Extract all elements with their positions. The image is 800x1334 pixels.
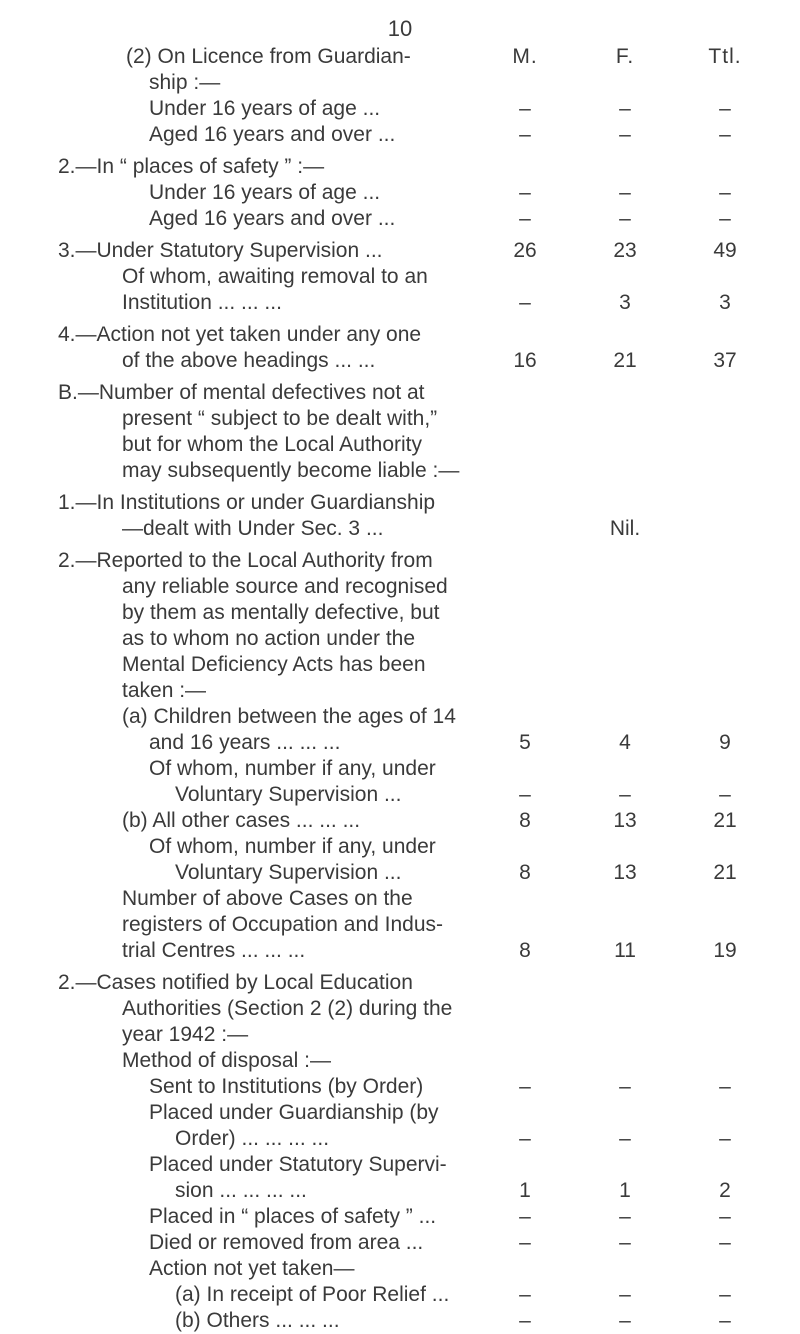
value-f: 21 (613, 349, 637, 372)
value-m: – (519, 1205, 531, 1228)
table-row (0, 406, 800, 432)
value-t: 21 (713, 809, 737, 832)
table-row (0, 834, 800, 860)
table-row (0, 432, 800, 458)
table-row (0, 490, 800, 516)
value-m: – (519, 123, 531, 146)
value-t: 19 (713, 939, 737, 962)
table-row (0, 516, 800, 542)
row-label: 2.—Reported to the Local Authority from (58, 549, 433, 572)
value-t: 9 (719, 731, 731, 754)
value-f: 11 (614, 939, 636, 962)
row-label: Voluntary Supervision ... (175, 861, 402, 884)
column-header-t: Ttl. (708, 45, 742, 68)
table-row (0, 322, 800, 348)
row-label: but for whom the Local Authority (122, 433, 422, 456)
value-t: – (719, 1283, 731, 1306)
table-row (0, 1256, 800, 1282)
row-label: Placed in “ places of safety ” ... (149, 1205, 437, 1228)
value-m: 8 (519, 939, 531, 962)
table-row (0, 1178, 800, 1204)
row-label: 4.—Action not yet taken under any one (58, 323, 422, 346)
value-f: – (619, 1205, 631, 1228)
row-label: (2) On Licence from Guardian- (126, 45, 411, 68)
row-label: B.—Number of mental defectives not at (58, 381, 425, 404)
table-row (0, 238, 800, 264)
row-label: taken :— (122, 679, 207, 702)
value-f: Nil. (609, 517, 641, 540)
table-row (0, 860, 800, 886)
row-label: (b) Others ... ... ... (175, 1309, 340, 1332)
value-t: – (719, 1309, 731, 1332)
row-label: ship :— (149, 71, 221, 94)
table-row (0, 996, 800, 1022)
row-label: Under 16 years of age ... (149, 97, 381, 120)
value-f: – (619, 1231, 631, 1254)
row-label: present “ subject to be dealt with,” (122, 407, 438, 430)
value-f: – (619, 207, 631, 230)
table-row (0, 1230, 800, 1256)
row-label: Of whom, awaiting removal to an (122, 265, 428, 288)
row-label: Institution ... ... ... (122, 291, 282, 314)
row-label: Placed under Statutory Supervi- (149, 1153, 447, 1176)
table-row (0, 154, 800, 180)
row-label: (a) Children between the ages of 14 (122, 705, 456, 728)
table-row (0, 548, 800, 574)
row-label: as to whom no action under the (122, 627, 416, 650)
value-m: – (519, 1309, 531, 1332)
value-f: – (619, 181, 631, 204)
value-t: – (719, 123, 731, 146)
table-row (0, 1308, 800, 1334)
table-row (0, 290, 800, 316)
table-row (0, 180, 800, 206)
row-label: Died or removed from area ... (149, 1231, 424, 1254)
table-row (0, 626, 800, 652)
row-label: Order) ... ... ... ... (175, 1127, 330, 1150)
value-m: – (519, 1075, 531, 1098)
table-row (0, 886, 800, 912)
table-row (0, 574, 800, 600)
value-t: – (719, 1127, 731, 1150)
value-f: 13 (613, 809, 637, 832)
value-t: 49 (713, 239, 737, 262)
table-row (0, 380, 800, 406)
value-t: – (719, 97, 731, 120)
value-m: – (519, 97, 531, 120)
row-label: Of whom, number if any, under (149, 757, 436, 780)
table-row (0, 808, 800, 834)
value-t: 21 (713, 861, 737, 884)
value-f: – (619, 1127, 631, 1150)
value-m: 26 (513, 239, 537, 262)
table-row (0, 970, 800, 996)
value-t: 3 (719, 291, 731, 314)
value-m: – (519, 1231, 531, 1254)
value-f: – (619, 1075, 631, 1098)
value-m: 8 (519, 861, 531, 884)
table-row (0, 1074, 800, 1100)
column-header-f: F. (615, 45, 635, 68)
table-row (0, 96, 800, 122)
row-label: Method of disposal :— (122, 1049, 331, 1072)
table-row (0, 730, 800, 756)
value-f: – (619, 97, 631, 120)
table-row (0, 1022, 800, 1048)
value-t: – (719, 1075, 731, 1098)
table-row (0, 938, 800, 964)
table-row (0, 1048, 800, 1074)
row-label: 2.—In “ places of safety ” :— (58, 155, 325, 178)
value-m: – (519, 1127, 531, 1150)
table-row (0, 70, 800, 96)
header-row (0, 44, 800, 70)
table-row (0, 1282, 800, 1308)
value-f: 13 (613, 861, 637, 884)
row-label: trial Centres ... ... ... (122, 939, 306, 962)
value-f: – (619, 1283, 631, 1306)
row-label: Voluntary Supervision ... (175, 783, 402, 806)
row-label: Sent to Institutions (by Order) (149, 1075, 424, 1098)
value-t: – (719, 1205, 731, 1228)
table-row (0, 1126, 800, 1152)
row-label: Action not yet taken— (149, 1257, 355, 1280)
row-label: Of whom, number if any, under (149, 835, 436, 858)
value-f: 3 (619, 291, 631, 314)
table-row (0, 1152, 800, 1178)
table-row (0, 704, 800, 730)
row-label: Authorities (Section 2 (2) during the (122, 997, 453, 1020)
row-label: Aged 16 years and over ... (149, 123, 396, 146)
row-label: 2.—Cases notified by Local Education (58, 971, 413, 994)
row-label: 1.—In Institutions or under Guardianship (58, 491, 436, 514)
row-label: Mental Deficiency Acts has been (122, 653, 426, 676)
row-label: by them as mentally defective, but (122, 601, 440, 624)
row-label: Under 16 years of age ... (149, 181, 381, 204)
value-m: – (519, 783, 531, 806)
row-label: may subsequently become liable :— (122, 459, 460, 482)
row-label: any reliable source and recognised (122, 575, 448, 598)
value-f: – (619, 123, 631, 146)
row-label: year 1942 :— (122, 1023, 249, 1046)
value-f: 23 (613, 239, 637, 262)
table-row (0, 348, 800, 374)
row-label: Aged 16 years and over ... (149, 207, 396, 230)
page-number: 10 (387, 16, 413, 41)
value-m: – (519, 291, 531, 314)
row-label: Number of above Cases on the (122, 887, 413, 910)
row-label: 3.—Under Statutory Supervision ... (58, 239, 383, 262)
table-row (0, 600, 800, 626)
table-row (0, 782, 800, 808)
table-row (0, 122, 800, 148)
row-label: of the above headings ... ... (122, 349, 376, 372)
table-row (0, 1204, 800, 1230)
table-row (0, 756, 800, 782)
value-f: 4 (619, 731, 631, 754)
row-label: sion ... ... ... ... (175, 1179, 307, 1202)
table-row (0, 678, 800, 704)
value-m: 1 (519, 1179, 531, 1202)
value-t: – (719, 1231, 731, 1254)
row-label: (b) All other cases ... ... ... (122, 809, 361, 832)
column-header-m: M. (512, 45, 538, 68)
row-label: and 16 years ... ... ... (149, 731, 341, 754)
value-f: – (619, 1309, 631, 1332)
row-label: (a) In receipt of Poor Relief ... (175, 1283, 450, 1306)
value-m: 16 (513, 349, 537, 372)
row-label: registers of Occupation and Indus- (122, 913, 444, 936)
table-row (0, 912, 800, 938)
value-m: 5 (519, 731, 531, 754)
value-t: – (719, 207, 731, 230)
table-row (0, 1100, 800, 1126)
row-label: —dealt with Under Sec. 3 ... (122, 517, 384, 540)
table-row (0, 206, 800, 232)
value-m: – (519, 181, 531, 204)
value-f: 1 (619, 1179, 631, 1202)
value-f: – (619, 783, 631, 806)
value-t: – (719, 181, 731, 204)
value-t: 37 (713, 349, 737, 372)
value-m: 8 (519, 809, 531, 832)
table-row (0, 652, 800, 678)
value-m: – (519, 1283, 531, 1306)
row-label: Placed under Guardianship (by (149, 1101, 439, 1124)
value-t: – (719, 783, 731, 806)
value-t: 2 (719, 1179, 731, 1202)
table-row (0, 458, 800, 484)
table-row (0, 264, 800, 290)
value-m: – (519, 207, 531, 230)
